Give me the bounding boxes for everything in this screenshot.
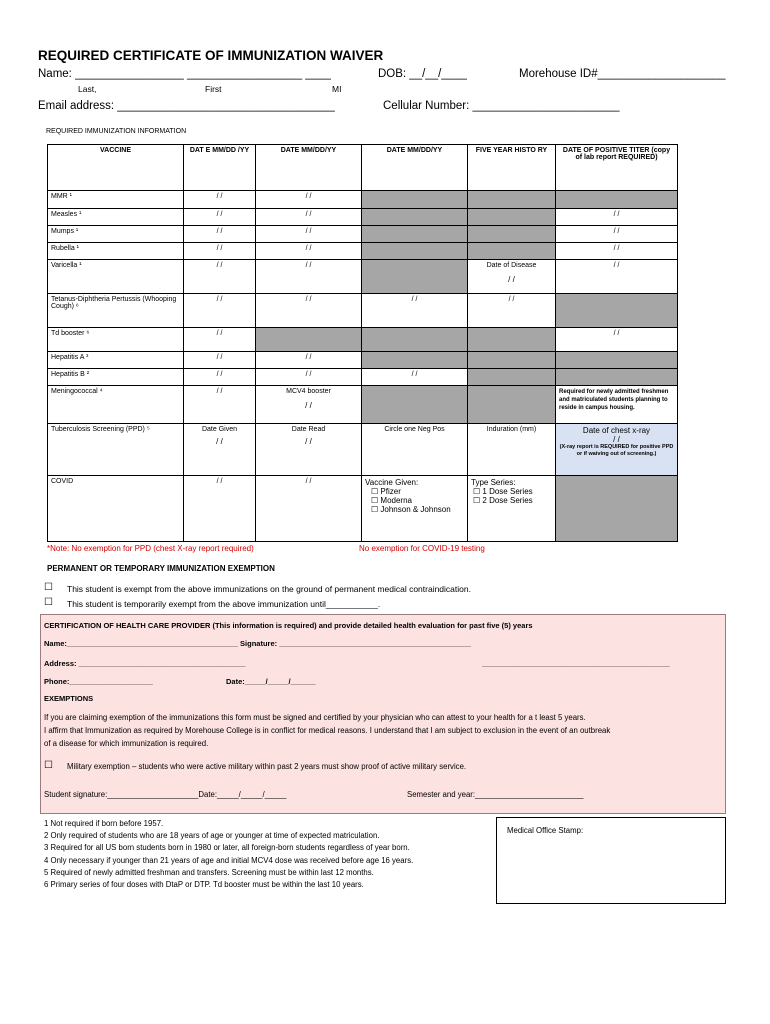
table-row-hepatitis-a xyxy=(48,352,678,369)
chest-xray-cell[interactable] xyxy=(556,424,678,476)
date-cell[interactable]: / / xyxy=(556,328,678,352)
shaded-cell xyxy=(556,352,678,369)
date-cell[interactable]: / / xyxy=(256,243,362,260)
date-cell[interactable]: / / xyxy=(184,260,256,294)
date-of-disease-cell[interactable] xyxy=(468,260,556,294)
footnote-6: 6 Primary series of four doses with DtaP or DTP. Td booster must be within the last 10 years. xyxy=(44,880,364,890)
date-slash: / / xyxy=(305,401,312,410)
shaded-cell xyxy=(468,369,556,386)
vaccine-option-moderna[interactable]: ☐ Moderna xyxy=(371,496,412,505)
shaded-cell xyxy=(362,328,468,352)
checkbox-icon[interactable]: ☐ xyxy=(371,505,379,514)
vaccine-given-cell xyxy=(362,476,468,542)
checkbox-icon[interactable]: ☐ xyxy=(44,597,53,608)
table-row-mumps xyxy=(48,226,678,243)
shaded-cell xyxy=(468,328,556,352)
date-slash: / / xyxy=(216,437,223,446)
shaded-cell xyxy=(556,476,678,542)
vaccine-label: Meningococcal ⁴ xyxy=(48,386,184,424)
footnote-2: 2 Only required of students who are 18 years of age or younger at time of expected matriculation. xyxy=(44,831,380,841)
shaded-cell xyxy=(556,191,678,209)
mcv4-label: MCV4 booster xyxy=(286,388,331,395)
provider-phone[interactable]: Phone:____________________ xyxy=(44,677,153,686)
shaded-cell xyxy=(468,243,556,260)
header-date-1: DAT E MM/DD /YY xyxy=(184,145,256,191)
shaded-cell xyxy=(362,243,468,260)
circle-neg-pos-cell[interactable]: Circle one Neg Pos xyxy=(362,424,468,476)
date-cell[interactable]: / / xyxy=(256,352,362,369)
date-cell[interactable]: / / xyxy=(184,294,256,328)
date-cell[interactable]: / / xyxy=(184,386,256,424)
date-read-cell[interactable] xyxy=(256,424,362,476)
xray-note: (X-ray report is REQUIRED for positive PPD or if waiving out of screening.) xyxy=(559,444,674,457)
vaccine-label: Mumps ¹ xyxy=(48,226,184,243)
medical-office-stamp-box xyxy=(496,817,726,904)
provider-address-line2[interactable]: _____________________________________________ xyxy=(482,659,670,668)
table-row-rubella xyxy=(48,243,678,260)
stamp-label: Medical Office Stamp: xyxy=(507,826,584,835)
semester-year-field[interactable]: Semester and year:_________________________ xyxy=(407,790,584,799)
shaded-cell xyxy=(468,352,556,369)
date-slash: / / xyxy=(508,275,515,284)
exemptions-heading: EXEMPTIONS xyxy=(44,694,94,703)
vaccine-option-pfizer[interactable]: ☐ Pfizer xyxy=(371,487,401,496)
series-option-2-dose[interactable]: ☐ 2 Dose Series xyxy=(473,496,533,505)
date-given-label: Date Given xyxy=(201,426,238,433)
meningococcal-note: Required for newly admitted freshmen and matriculated students planning to reside in campus housing. xyxy=(556,386,678,424)
covid-note: No exemption for COVID-19 testing xyxy=(359,544,485,553)
vaccine-option-jnj[interactable]: ☐ Johnson & Johnson xyxy=(371,505,451,514)
last-label: Last, xyxy=(78,84,97,94)
header-date-2: DATE MM/DD/YY xyxy=(256,145,362,191)
checkbox-icon[interactable]: ☐ xyxy=(473,487,481,496)
table-row-mmr xyxy=(48,191,678,209)
vaccine-label: Td booster ⁶ xyxy=(48,328,184,352)
vaccine-label: Hepatitis B ² xyxy=(48,369,184,386)
immunization-table xyxy=(47,144,678,542)
date-slash: / / xyxy=(613,435,620,444)
date-given-cell[interactable] xyxy=(184,424,256,476)
first-label: First xyxy=(205,84,222,94)
table-row-hepatitis-b xyxy=(48,369,678,386)
vaccine-label: MMR ¹ xyxy=(48,191,184,209)
date-read-label: Date Read xyxy=(291,426,326,433)
ppd-note: *Note: No exemption for PPD (chest X-ray report required) xyxy=(47,544,254,553)
date-cell[interactable]: / / xyxy=(184,476,256,542)
header-date-3: DATE MM/DD/YY xyxy=(362,145,468,191)
table-row-measles xyxy=(48,209,678,226)
date-cell[interactable]: / / xyxy=(184,352,256,369)
exemptions-paragraph-1: If you are claiming exemption of the immunizations this form must be signed and certified by your physician who can attest to your health for a t least 5 years. xyxy=(44,713,586,722)
vaccine-label: Varicella ¹ xyxy=(48,260,184,294)
header-five-year-history: FIVE YEAR HISTO RY xyxy=(468,145,556,191)
header-vaccine: VACCINE xyxy=(48,145,184,191)
date-cell[interactable]: / / xyxy=(184,243,256,260)
name-field[interactable]: Name: _________________ __________________ ____ xyxy=(38,68,331,80)
table-row-varicella xyxy=(48,260,678,294)
shaded-cell xyxy=(468,209,556,226)
morehouse-id-field[interactable]: Morehouse ID#____________________ xyxy=(519,68,726,80)
shaded-cell xyxy=(362,191,468,209)
date-cell[interactable]: / / xyxy=(256,476,362,542)
mcv4-cell[interactable] xyxy=(256,386,362,424)
vaccine-label: COVID xyxy=(48,476,184,542)
date-cell[interactable]: / / xyxy=(468,294,556,328)
permanent-exemption-text: This student is exempt from the above immunizations on the ground of permanent medical contraindication. xyxy=(67,584,471,594)
date-cell[interactable]: / / xyxy=(556,243,678,260)
cellular-field[interactable]: Cellular Number: _______________________ xyxy=(383,100,620,112)
chest-xray-label: Date of chest x-ray xyxy=(582,426,651,435)
date-cell[interactable]: / / xyxy=(556,226,678,243)
date-cell[interactable]: / / xyxy=(184,209,256,226)
shaded-cell xyxy=(468,386,556,424)
vaccine-label: Tuberculosis Screening (PPD) ⁵ xyxy=(48,424,184,476)
induration-cell[interactable]: Induration (mm) xyxy=(468,424,556,476)
checkbox-icon[interactable]: ☐ xyxy=(371,496,379,505)
date-cell[interactable]: / / xyxy=(256,191,362,209)
exemption-title: PERMANENT OR TEMPORARY IMMUNIZATION EXEMPTION xyxy=(47,564,275,573)
date-of-disease-label: Date of Disease xyxy=(486,262,537,269)
dob-field[interactable]: DOB: __/__/____ xyxy=(378,68,467,80)
provider-date[interactable]: Date:_____/_____/______ xyxy=(226,677,316,686)
shaded-cell xyxy=(468,226,556,243)
date-cell[interactable]: / / xyxy=(256,260,362,294)
shaded-cell xyxy=(468,191,556,209)
series-option-1-dose[interactable]: ☐ 1 Dose Series xyxy=(473,487,533,496)
provider-name-signature[interactable]: Name:_________________________________________ Signature: ______________________________________________ xyxy=(44,639,472,648)
date-cell[interactable]: / / xyxy=(362,294,468,328)
mi-label: MI xyxy=(332,84,342,94)
checkbox-icon[interactable]: ☐ xyxy=(371,487,379,496)
header-positive-titer: DATE OF POSITIVE TITER (copy of lab report REQUIRED) xyxy=(556,145,678,191)
table-row-td-booster xyxy=(48,328,678,352)
vaccine-label: Hepatitis A ³ xyxy=(48,352,184,369)
date-cell[interactable]: / / xyxy=(256,226,362,243)
shaded-cell xyxy=(256,328,362,352)
date-cell[interactable]: / / xyxy=(184,191,256,209)
shaded-cell xyxy=(362,260,468,294)
provider-title: CERTIFICATION OF HEALTH CARE PROVIDER (This information is required) and provide detailed health evaluation for past five (5) years xyxy=(44,621,533,630)
exemptions-paragraph-3: of a disease for which immunization is required. xyxy=(44,739,209,748)
shaded-cell xyxy=(362,386,468,424)
table-row-tuberculosis xyxy=(48,424,678,476)
shaded-cell xyxy=(556,294,678,328)
footnote-4: 4 Only necessary if younger than 21 years of age and initial MCV4 dose was received before age 16 years. xyxy=(44,855,414,865)
table-header-row xyxy=(48,145,678,191)
date-cell[interactable]: / / xyxy=(256,294,362,328)
date-slash: / / xyxy=(305,437,312,446)
footnote-1: 1 Not required if born before 1957. xyxy=(44,819,164,828)
footnote-3: 3 Required for all US born students born in 1980 or later, all foreign-born students regardless of year born. xyxy=(44,843,410,853)
provider-address[interactable]: Address: ________________________________________ xyxy=(44,659,246,668)
vaccine-label: Rubella ¹ xyxy=(48,243,184,260)
table-row-meningococcal xyxy=(48,386,678,424)
date-cell[interactable]: / / xyxy=(362,369,468,386)
shaded-cell xyxy=(362,209,468,226)
footnotes xyxy=(44,818,413,891)
email-field[interactable]: Email address: __________________________________ xyxy=(38,100,335,112)
date-cell[interactable]: / / xyxy=(184,369,256,386)
date-cell[interactable]: / / xyxy=(184,328,256,352)
section-label: REQUIRED IMMUNIZATION INFORMATION xyxy=(46,128,187,135)
footnote-5: 5 Required of newly admitted freshman and transfers. Screening must be within last 12 months. xyxy=(44,867,374,877)
temporary-exemption-text[interactable]: This student is temporarily exempt from the above immunization until___________. xyxy=(67,599,381,609)
checkbox-icon[interactable]: ☐ xyxy=(44,760,53,771)
type-series-label: Type Series: xyxy=(471,478,516,487)
date-cell[interactable]: / / xyxy=(256,209,362,226)
shaded-cell xyxy=(362,226,468,243)
shaded-cell xyxy=(556,369,678,386)
date-cell[interactable]: / / xyxy=(256,369,362,386)
type-series-cell xyxy=(468,476,556,542)
shaded-cell xyxy=(362,352,468,369)
vaccine-label: Measles ¹ xyxy=(48,209,184,226)
vaccine-label: Tetanus-Diphtheria Pertussis (Whooping Cough) ⁶ xyxy=(48,294,184,328)
military-exemption-text: Military exemption – students who were active military within past 2 years must show proof of active military service. xyxy=(67,762,467,771)
checkbox-icon[interactable]: ☐ xyxy=(473,496,481,505)
table-row-tdap xyxy=(48,294,678,328)
date-cell[interactable]: / / xyxy=(556,260,678,294)
date-cell[interactable]: / / xyxy=(184,226,256,243)
date-cell[interactable]: / / xyxy=(556,209,678,226)
table-row-covid xyxy=(48,476,678,542)
exemptions-paragraph-2: I affirm that Immunization as required by Morehouse College is in conflict for medical reasons. I understand that I am subject to exclusion in the event of an outbreak xyxy=(44,726,611,735)
student-signature-field[interactable]: Student signature:_____________________Date:_____/_____/_____ xyxy=(44,790,287,799)
vaccine-given-label: Vaccine Given: xyxy=(365,478,419,487)
form-title: REQUIRED CERTIFICATE OF IMMUNIZATION WAIVER xyxy=(38,48,384,63)
checkbox-icon[interactable]: ☐ xyxy=(44,582,53,593)
